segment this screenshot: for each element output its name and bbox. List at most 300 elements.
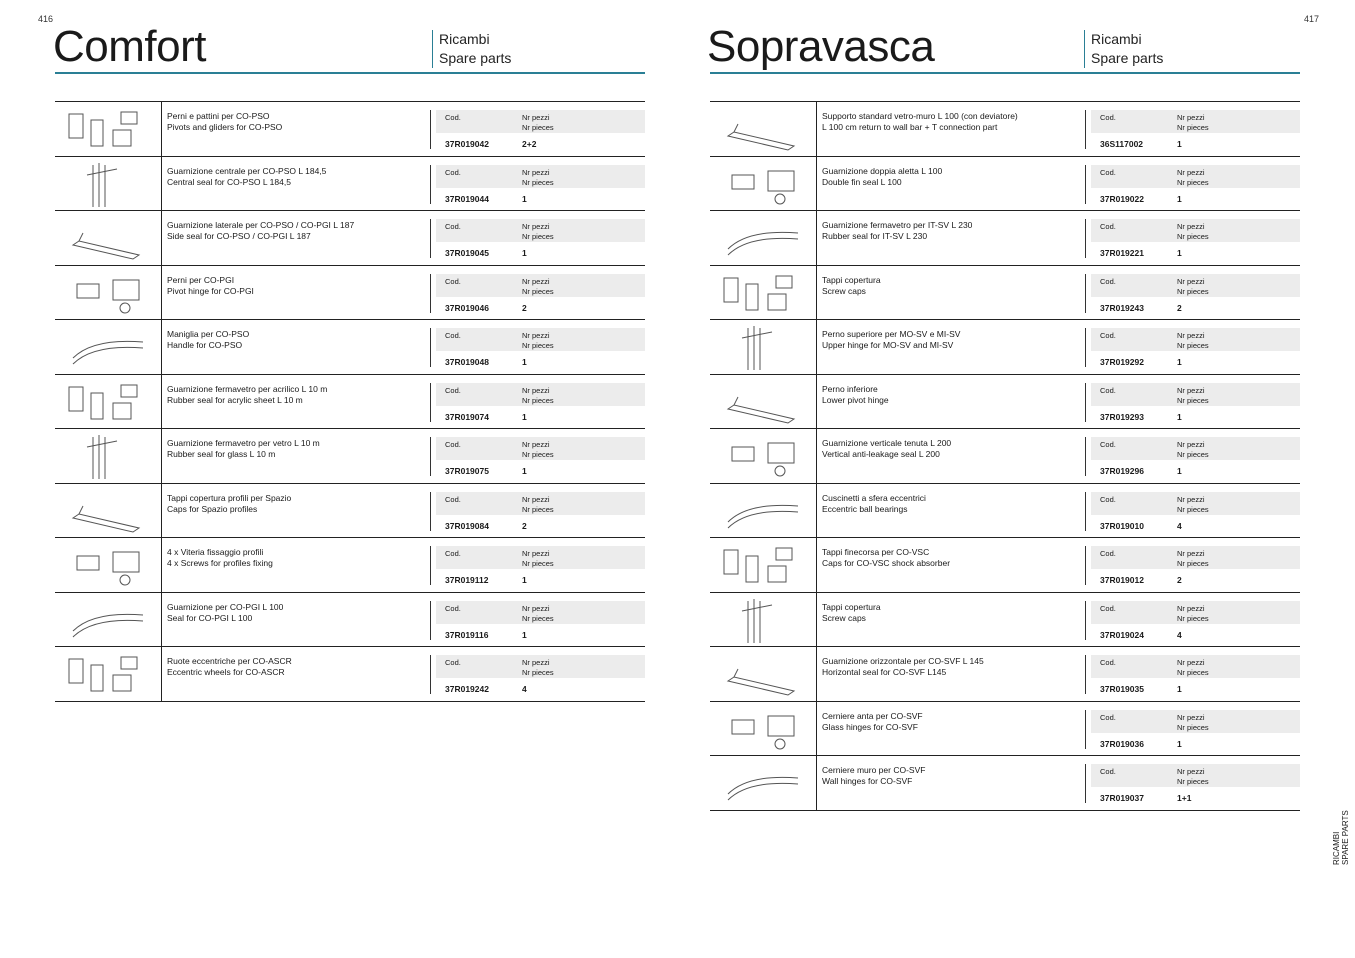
part-image-cell <box>55 375 162 429</box>
code-label: Cod. <box>1100 767 1116 776</box>
code-header <box>436 110 645 133</box>
table-row <box>55 211 645 266</box>
part-code: 37R019045 <box>445 248 489 258</box>
part-name-en: Side seal for CO-PSO / CO-PGI L 187 <box>167 231 311 241</box>
code-header <box>436 219 645 242</box>
part-name-it: Guarnizione laterale per CO-PSO / CO-PGI L 187 <box>167 220 355 230</box>
qty-label-it: Nr pezzi <box>1177 167 1205 177</box>
part-description <box>167 220 354 242</box>
qty-label-en: Nr pieces <box>522 395 554 405</box>
part-image-cell <box>55 429 162 483</box>
part-quantity: 1 <box>1177 738 1182 749</box>
part-name-en: Lower pivot hinge <box>822 394 889 405</box>
part-name-en: Caps for CO-VSC shock absorber <box>822 558 951 568</box>
column-divider <box>1085 110 1086 149</box>
part-description <box>822 602 881 624</box>
part-image-cell <box>710 538 817 592</box>
part-name-en: Handle for CO-PSO <box>167 340 243 350</box>
part-description <box>822 220 972 242</box>
qty-label-en: Nr pieces <box>1177 777 1209 786</box>
column-divider <box>1085 492 1086 531</box>
code-label: Cod. <box>1100 658 1116 667</box>
column-divider <box>430 655 431 694</box>
part-image-cell <box>55 484 162 538</box>
part-code: 37R019112 <box>445 575 489 585</box>
part-name-en: Screw caps <box>822 285 866 296</box>
part-image-cell <box>55 102 162 156</box>
header-rule <box>710 72 1300 74</box>
part-quantity: 1+1 <box>1177 793 1192 803</box>
qty-label <box>1177 440 1209 460</box>
subtitle-en: Spare parts <box>1091 50 1164 66</box>
parts-table-right <box>710 101 1300 811</box>
part-description <box>167 602 283 624</box>
part-name-it: Perni per CO-PGI <box>167 274 235 285</box>
code-header <box>436 328 645 351</box>
header-rule <box>55 72 645 74</box>
code-header <box>1091 110 1300 133</box>
qty-label-it: Nr pezzi <box>522 658 550 667</box>
part-name-it: Supporto standard vetro-muro L 100 (con deviatore) <box>822 111 1018 121</box>
code-header <box>436 601 645 624</box>
code-label: Cod. <box>445 603 461 613</box>
part-code: 36S117002 <box>1100 139 1144 149</box>
table-row <box>55 429 645 484</box>
qty-label <box>522 277 554 297</box>
qty-label-en: Nr pieces <box>522 504 554 514</box>
part-quantity: 1 <box>1177 466 1182 476</box>
part-description <box>822 166 942 188</box>
part-name-en: L 100 cm return to wall bar + T connection part <box>822 122 998 132</box>
qty-label <box>522 222 554 242</box>
column-divider <box>1085 165 1086 204</box>
part-code: 37R019293 <box>1100 411 1144 422</box>
part-code: 37R019035 <box>1100 684 1144 694</box>
qty-label <box>1177 495 1209 515</box>
section-subtitle-left <box>432 30 511 68</box>
table-row <box>55 647 645 702</box>
part-description <box>167 329 249 351</box>
code-header <box>1091 655 1300 678</box>
part-code: 37R019044 <box>445 193 489 204</box>
part-description <box>167 547 273 569</box>
part-image-cell <box>710 375 817 429</box>
qty-label <box>522 658 554 678</box>
code-header <box>1091 437 1300 460</box>
qty-label <box>522 604 554 624</box>
qty-label-en: Nr pieces <box>1177 232 1209 241</box>
code-label: Cod. <box>1100 494 1116 504</box>
qty-label-it: Nr pezzi <box>1177 331 1205 340</box>
qty-label-en: Nr pieces <box>522 613 554 623</box>
part-quantity: 2 <box>1177 302 1182 313</box>
table-row <box>710 211 1300 266</box>
part-name-it: Tappi copertura profili per Spazio <box>167 492 292 503</box>
part-name-en: Pivot hinge for CO-PGI <box>167 285 254 296</box>
part-name-it: Tappi finecorsa per CO-VSC <box>822 547 930 557</box>
qty-label-it: Nr pezzi <box>522 113 550 122</box>
part-image-cell <box>55 211 162 265</box>
qty-label <box>522 549 554 569</box>
part-quantity: 2 <box>522 520 527 531</box>
code-label: Cod. <box>445 331 461 340</box>
code-header <box>436 383 645 406</box>
qty-label <box>1177 331 1209 351</box>
qty-label-it: Nr pezzi <box>1177 385 1205 395</box>
qty-label-it: Nr pezzi <box>522 603 550 613</box>
part-description <box>822 656 984 678</box>
part-name-en: Eccentric wheels for CO-ASCR <box>167 667 285 677</box>
part-name-en: Rubber seal for IT-SV L 230 <box>822 231 928 241</box>
column-divider <box>430 492 431 531</box>
part-image-cell <box>55 266 162 320</box>
part-quantity: 1 <box>1177 684 1182 694</box>
part-image-cell <box>55 593 162 647</box>
code-header <box>1091 383 1300 406</box>
qty-label <box>1177 713 1209 733</box>
code-label: Cod. <box>445 276 461 286</box>
part-description <box>822 438 951 460</box>
code-label: Cod. <box>1100 712 1116 722</box>
column-divider <box>1085 328 1086 367</box>
part-code: 37R019042 <box>445 139 489 149</box>
table-row <box>55 320 645 375</box>
qty-label-it: Nr pezzi <box>522 167 550 177</box>
code-header <box>436 655 645 678</box>
qty-label <box>1177 658 1209 678</box>
table-row <box>710 702 1300 757</box>
part-quantity: 4 <box>1177 629 1182 640</box>
part-image-cell <box>55 647 162 701</box>
part-image-cell <box>710 320 817 374</box>
qty-label-en: Nr pieces <box>1177 504 1209 514</box>
section-subtitle-right <box>1084 30 1163 68</box>
code-label: Cod. <box>1100 167 1116 177</box>
code-label: Cod. <box>1100 549 1116 558</box>
table-row <box>55 266 645 321</box>
qty-label-en: Nr pieces <box>1177 286 1209 296</box>
column-divider <box>430 601 431 640</box>
column-divider <box>1085 383 1086 422</box>
table-row <box>55 484 645 539</box>
qty-label-it: Nr pezzi <box>1177 494 1205 504</box>
side-label-it: RICAMBI <box>1332 831 1341 865</box>
code-label: Cod. <box>445 222 461 231</box>
qty-label <box>522 331 554 351</box>
code-label: Cod. <box>445 494 461 504</box>
part-name-en: Double fin seal L 100 <box>822 176 902 187</box>
part-code: 37R019243 <box>1100 302 1144 313</box>
part-image-cell <box>710 756 817 810</box>
qty-label-it: Nr pezzi <box>1177 712 1205 722</box>
part-name-it: Perno inferiore <box>822 383 878 394</box>
qty-label <box>522 113 554 133</box>
part-name-en: Central seal for CO-PSO L 184,5 <box>167 176 291 187</box>
subtitle-it: Ricambi <box>439 31 490 47</box>
code-label: Cod. <box>445 658 461 667</box>
part-description <box>822 111 1018 133</box>
part-description <box>822 765 925 787</box>
part-description <box>822 275 881 297</box>
part-code: 37R019242 <box>445 684 489 694</box>
part-name-it: Cuscinetti a sfera eccentrici <box>822 492 926 503</box>
qty-label-en: Nr pieces <box>1177 722 1209 732</box>
qty-label <box>1177 604 1209 624</box>
table-row <box>710 320 1300 375</box>
code-label: Cod. <box>1100 222 1116 231</box>
code-header <box>436 274 645 297</box>
part-image-cell <box>710 484 817 538</box>
page-number-left: 416 <box>38 14 54 24</box>
part-code: 37R019116 <box>445 629 489 640</box>
subtitle-it: Ricambi <box>1091 31 1142 47</box>
part-name-it: Perno superiore per MO-SV e MI-SV <box>822 329 961 339</box>
parts-table-left <box>55 101 645 702</box>
qty-label-en: Nr pieces <box>522 668 554 677</box>
part-name-it: Maniglia per CO-PSO <box>167 329 250 339</box>
table-row <box>710 484 1300 539</box>
part-name-en: Eccentric ball bearings <box>822 503 908 514</box>
qty-label-it: Nr pezzi <box>522 494 550 504</box>
code-header <box>1091 546 1300 569</box>
qty-label-it: Nr pezzi <box>522 331 550 340</box>
column-divider <box>1085 601 1086 640</box>
part-quantity: 1 <box>522 248 527 258</box>
code-label: Cod. <box>1100 276 1116 286</box>
page-number-right: 417 <box>1304 14 1320 24</box>
part-quantity: 1 <box>522 193 527 204</box>
part-quantity: 2 <box>1177 575 1182 585</box>
part-description <box>822 384 889 406</box>
qty-label <box>1177 113 1209 133</box>
column-divider <box>1085 274 1086 313</box>
part-image-cell <box>710 266 817 320</box>
part-code: 37R019012 <box>1100 575 1144 585</box>
column-divider <box>1085 437 1086 476</box>
qty-label-en: Nr pieces <box>1177 450 1209 459</box>
part-quantity: 1 <box>1177 193 1182 204</box>
table-row <box>710 538 1300 593</box>
column-divider <box>430 165 431 204</box>
part-code: 37R019010 <box>1100 520 1144 531</box>
part-name-en: Horizontal seal for CO-SVF L145 <box>822 667 947 677</box>
qty-label-en: Nr pieces <box>522 177 554 187</box>
qty-label-it: Nr pezzi <box>522 222 550 231</box>
column-divider <box>430 546 431 585</box>
part-code: 37R019046 <box>445 302 489 313</box>
qty-label <box>1177 767 1209 787</box>
qty-label-en: Nr pieces <box>522 232 554 241</box>
part-image-cell <box>710 647 817 701</box>
code-header <box>436 492 645 515</box>
code-header <box>1091 601 1300 624</box>
qty-label <box>1177 549 1209 569</box>
column-divider <box>1085 546 1086 585</box>
part-quantity: 1 <box>522 411 527 422</box>
table-row <box>55 157 645 212</box>
qty-label <box>1177 386 1209 406</box>
part-image-cell <box>55 157 162 211</box>
part-image-cell <box>710 593 817 647</box>
qty-label-it: Nr pezzi <box>1177 767 1205 776</box>
qty-label <box>522 440 554 460</box>
column-divider <box>1085 764 1086 803</box>
table-row <box>710 102 1300 157</box>
code-label: Cod. <box>445 385 461 395</box>
column-divider <box>430 110 431 149</box>
part-code: 37R019074 <box>445 411 489 422</box>
qty-label-it: Nr pezzi <box>1177 222 1205 231</box>
qty-label-en: Nr pieces <box>1177 341 1209 350</box>
part-quantity: 1 <box>1177 411 1182 422</box>
qty-label-en: Nr pieces <box>1177 395 1209 405</box>
qty-label-it: Nr pezzi <box>522 549 550 558</box>
part-name-it: Cerniere anta per CO-SVF <box>822 710 923 721</box>
table-row <box>710 593 1300 648</box>
code-label: Cod. <box>445 440 461 449</box>
code-label: Cod. <box>445 167 461 177</box>
part-quantity: 1 <box>1177 139 1182 149</box>
column-divider <box>430 274 431 313</box>
part-code: 37R019084 <box>445 520 489 531</box>
part-name-it: Tappi copertura <box>822 601 881 612</box>
table-row <box>710 429 1300 484</box>
column-divider <box>1085 655 1086 694</box>
part-quantity: 1 <box>1177 248 1182 258</box>
part-name-it: Guarnizione fermavetro per IT-SV L 230 <box>822 220 973 230</box>
part-name-en: Pivots and gliders for CO-PSO <box>167 122 283 132</box>
qty-label <box>522 495 554 515</box>
qty-label-it: Nr pezzi <box>1177 549 1205 558</box>
qty-label-en: Nr pieces <box>1177 613 1209 623</box>
part-name-en: Glass hinges for CO-SVF <box>822 721 918 732</box>
code-label: Cod. <box>1100 113 1116 122</box>
part-description <box>822 493 926 515</box>
part-name-en: Caps for Spazio profiles <box>167 503 258 514</box>
code-header <box>436 546 645 569</box>
page-title-right: Sopravasca <box>707 22 935 71</box>
part-quantity: 4 <box>522 684 527 694</box>
part-name-it: Guarnizione doppia aletta L 100 <box>822 165 943 176</box>
part-code: 37R019024 <box>1100 629 1144 640</box>
qty-label-it: Nr pezzi <box>1177 658 1205 667</box>
part-image-cell <box>710 429 817 483</box>
part-image-cell <box>710 702 817 756</box>
code-header <box>1091 764 1300 787</box>
part-quantity: 2+2 <box>522 139 537 149</box>
qty-label-it: Nr pezzi <box>1177 276 1205 286</box>
code-header <box>1091 165 1300 188</box>
code-header <box>1091 328 1300 351</box>
part-quantity: 4 <box>1177 520 1182 531</box>
qty-label-it: Nr pezzi <box>522 276 550 286</box>
code-label: Cod. <box>1100 331 1116 340</box>
code-header <box>1091 492 1300 515</box>
part-quantity: 1 <box>1177 357 1182 367</box>
part-code: 37R019075 <box>445 466 489 476</box>
qty-label-it: Nr pezzi <box>522 440 550 449</box>
code-header <box>1091 710 1300 733</box>
qty-label-it: Nr pezzi <box>1177 113 1205 122</box>
code-header <box>1091 219 1300 242</box>
column-divider <box>430 219 431 258</box>
part-name-it: Guarnizione fermavetro per acrilico L 10 m <box>167 383 328 394</box>
qty-label-en: Nr pieces <box>1177 177 1209 187</box>
qty-label-en: Nr pieces <box>522 341 554 350</box>
table-row <box>710 266 1300 321</box>
code-header <box>1091 274 1300 297</box>
qty-label-it: Nr pezzi <box>1177 440 1205 449</box>
column-divider <box>430 328 431 367</box>
page-title-left: Comfort <box>53 22 206 71</box>
code-label: Cod. <box>1100 603 1116 613</box>
table-row <box>55 375 645 430</box>
qty-label-it: Nr pezzi <box>522 385 550 395</box>
table-row <box>55 593 645 648</box>
qty-label-en: Nr pieces <box>522 559 554 568</box>
part-name-en: Wall hinges for CO-SVF <box>822 776 913 786</box>
part-code: 37R019048 <box>445 357 489 367</box>
side-label-en: SPARE PARTS <box>1341 810 1350 865</box>
code-label: Cod. <box>1100 385 1116 395</box>
qty-label <box>1177 168 1209 188</box>
part-code: 37R019022 <box>1100 193 1144 204</box>
qty-label-en: Nr pieces <box>522 123 554 132</box>
part-name-it: Cerniere muro per CO-SVF <box>822 765 926 775</box>
qty-label-en: Nr pieces <box>522 286 554 296</box>
code-header <box>436 165 645 188</box>
part-name-it: Tappi copertura <box>822 274 881 285</box>
qty-label <box>522 386 554 406</box>
part-name-it: Perni e pattini per CO-PSO <box>167 111 270 121</box>
table-row <box>710 375 1300 430</box>
qty-label-it: Nr pezzi <box>1177 603 1205 613</box>
part-code: 37R019036 <box>1100 738 1144 749</box>
table-row <box>710 157 1300 212</box>
part-name-it: Guarnizione verticale tenuta L 200 <box>822 438 952 448</box>
part-description <box>822 547 950 569</box>
part-quantity: 1 <box>522 466 527 476</box>
part-description <box>167 166 326 188</box>
qty-label <box>1177 277 1209 297</box>
code-label: Cod. <box>1100 440 1116 449</box>
part-name-it: Guarnizione centrale per CO-PSO L 184,5 <box>167 165 327 176</box>
part-image-cell <box>55 538 162 592</box>
table-row <box>710 647 1300 702</box>
part-image-cell <box>710 211 817 265</box>
part-quantity: 1 <box>522 629 527 640</box>
part-description <box>167 438 320 460</box>
qty-label <box>1177 222 1209 242</box>
column-divider <box>430 383 431 422</box>
part-description <box>822 329 960 351</box>
column-divider <box>1085 710 1086 749</box>
part-image-cell <box>55 320 162 374</box>
part-description <box>167 384 327 406</box>
code-label: Cod. <box>445 113 461 122</box>
part-code: 37R019037 <box>1100 793 1144 803</box>
table-row <box>55 102 645 157</box>
part-description <box>167 111 282 133</box>
part-name-it: 4 x Viteria fissaggio profili <box>167 547 264 557</box>
qty-label-en: Nr pieces <box>1177 668 1209 677</box>
qty-label-en: Nr pieces <box>522 450 554 459</box>
part-code: 37R019292 <box>1100 357 1144 367</box>
part-image-cell <box>710 157 817 211</box>
part-name-it: Guarnizione orizzontale per CO-SVF L 145 <box>822 656 984 666</box>
part-name-it: Ruote eccentriche per CO-ASCR <box>167 656 292 666</box>
part-quantity: 1 <box>522 575 527 585</box>
